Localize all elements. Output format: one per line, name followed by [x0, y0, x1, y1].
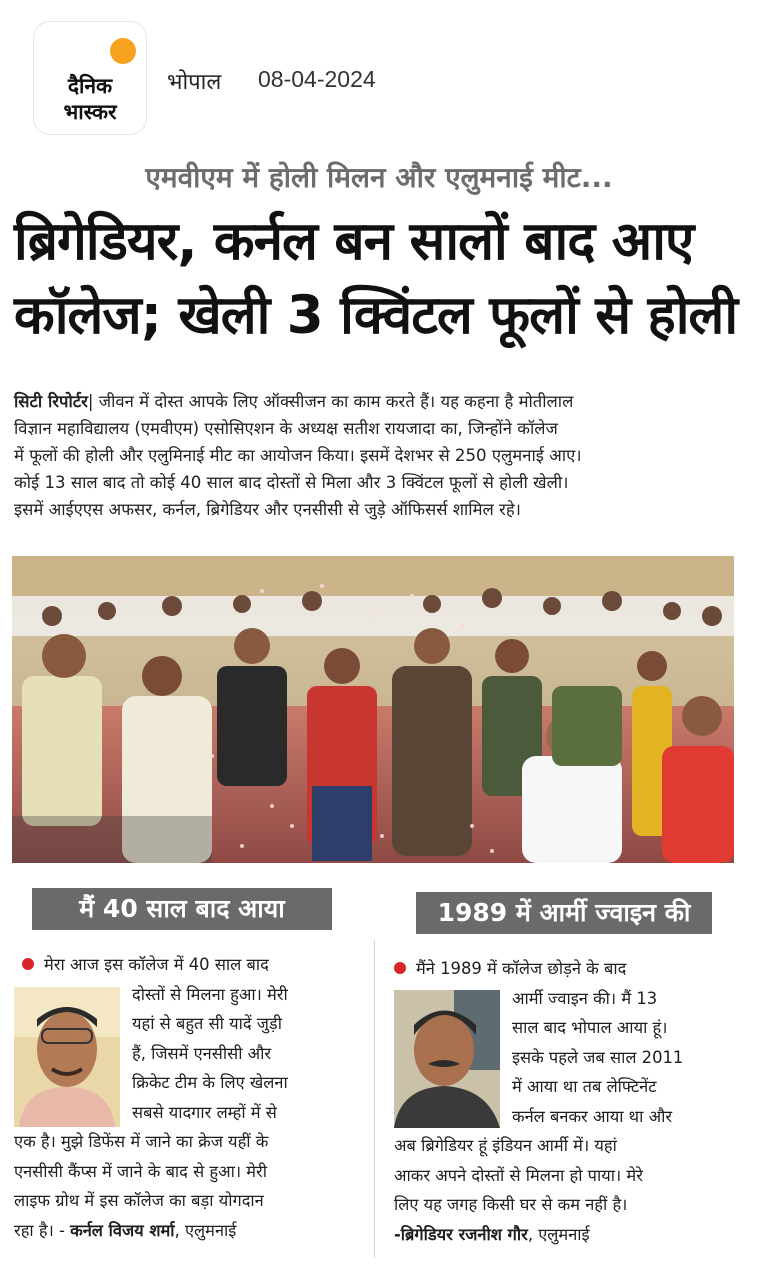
right-box-heading: 1989 में आर्मी ज्वाइन की — [416, 892, 712, 934]
article-headline — [14, 205, 746, 353]
text-line-content: रहा है। - — [14, 1220, 65, 1240]
text-line: लिए यह जगह किसी घर से कम नहीं है। — [394, 1195, 628, 1214]
right-box-wrapped-text — [512, 984, 742, 1132]
text-line: में आया था तब लेफ्टिनेंट — [512, 1077, 657, 1096]
portrait-illustration-left — [14, 987, 120, 1127]
text-line: एक है। मुझे डिफेंस में जाने का क्रेज यहीं के — [14, 1132, 269, 1151]
text-line: दोस्तों से मिलना हुआ। मेरी — [132, 984, 288, 1004]
article-kicker: एमवीएम में होली मिलन और एलुमनाई मीट... — [145, 161, 613, 194]
text-line — [14, 1216, 364, 1246]
brigadier-rajneesh-gaur-portrait[interactable] — [394, 990, 500, 1128]
text-line: इसके पहले जब साल 2011 — [512, 1047, 684, 1067]
left-box-wrapped-text — [132, 980, 362, 1128]
intro-line: में फूलों की होली और एलुमिनाई मीट का आयोजन किया। इसमें देशभर से 250 एलुमनाई आए। — [14, 446, 582, 465]
intro-line: सिटी रिपोर्टर| जीवन में दोस्त आपके लिए ऑक्सीजन का काम करते हैं। यह कहना है मोतीलाल — [14, 392, 574, 411]
text-line: लाइफ ग्रोथ में इस कॉलेज का बड़ा योगदान — [14, 1191, 264, 1210]
text-line: अब ब्रिगेडियर हूं इंडियन आर्मी में। यहां — [394, 1136, 617, 1155]
headline-line-1: ब्रिगेडियर, कर्नल बन सालों बाद आए — [14, 211, 694, 272]
article-intro — [14, 388, 740, 523]
page-header — [0, 0, 758, 150]
signature-suffix: , एलुमनाई — [174, 1220, 237, 1240]
left-box-full-text — [14, 1127, 364, 1245]
logo-sun-icon — [110, 38, 136, 64]
text-line — [22, 950, 362, 980]
headline-line-2: कॉलेज; खेली 3 क्विंटल फूलों से होली — [14, 285, 738, 346]
main-event-photo[interactable] — [12, 556, 734, 863]
signature-name: कर्नल विजय शर्मा — [70, 1220, 175, 1240]
text-line: कर्नल बनकर आया था और — [512, 1106, 673, 1126]
intro-line: कोई 13 साल बाद तो कोई 40 साल बाद दोस्तों से मिला और 3 क्विंटल फूलों से होली खेली। — [14, 473, 569, 492]
intro-line: इसमें आईएएस अफसर, कर्नल, ब्रिगेडियर और एनसीसी से जुड़े ऑफिसर्स शामिल रहे। — [14, 500, 521, 519]
text-line: क्रिकेट टीम के लिए खेलना — [132, 1073, 288, 1092]
text-line: आर्मी ज्वाइन की। मैं 13 — [512, 988, 658, 1008]
logo-text-line2: भास्कर — [63, 100, 117, 124]
column-divider — [374, 940, 375, 1258]
portrait-illustration-right — [394, 990, 500, 1128]
text-line: साल बाद भोपाल आया हूं। — [512, 1018, 668, 1037]
text-line: सबसे यादगार लम्हों में से — [132, 1102, 277, 1122]
right-box-text — [394, 954, 744, 984]
intro-line-text: जीवन में दोस्त आपके लिए ऑक्सीजन का काम करते हैं। यह कहना है मोतीलाल — [98, 392, 574, 411]
colonel-vijay-sharma-portrait[interactable] — [14, 987, 120, 1127]
signature-name: -ब्रिगेडियर रजनीश गौर — [394, 1224, 528, 1244]
text-line: आकर अपने दोस्तों से मिलना हो पाया। मेरे — [394, 1165, 643, 1185]
crowd-photo-illustration — [12, 556, 734, 863]
edition-label: भोपाल — [167, 70, 222, 95]
text-line — [394, 1220, 744, 1250]
red-bullet-icon — [394, 962, 406, 974]
byline: सिटी रिपोर्टर — [14, 392, 88, 411]
intro-line: विज्ञान महाविद्यालय (एमवीएम) एसोसिएशन के अध्यक्ष सतीश रायजादा का, जिन्होंने कॉलेज — [14, 419, 558, 438]
logo-text-line1: दैनिक — [67, 74, 113, 98]
text-line: एनसीसी कैंप्स में जाने के बाद से हुआ। मेरी — [14, 1161, 268, 1181]
text-line-content: मेरा आज इस कॉलेज में 40 साल बाद — [44, 955, 269, 974]
left-box-heading: मैं 40 साल बाद आया — [32, 888, 332, 930]
text-line: हैं, जिसमें एनसीसी और — [132, 1043, 272, 1063]
text-line — [394, 954, 744, 984]
left-box-text — [22, 950, 362, 980]
dainik-bhaskar-logo[interactable] — [34, 22, 146, 134]
red-bullet-icon — [22, 958, 34, 970]
text-line-content: मैंने 1989 में कॉलेज छोड़ने के बाद — [416, 959, 627, 978]
publication-date: 08-04-2024 — [258, 66, 376, 92]
signature-suffix: , एलुमनाई — [527, 1224, 590, 1244]
right-box-full-text — [394, 1131, 744, 1249]
text-line: यहां से बहुत सी यादें जुड़ी — [132, 1014, 282, 1033]
